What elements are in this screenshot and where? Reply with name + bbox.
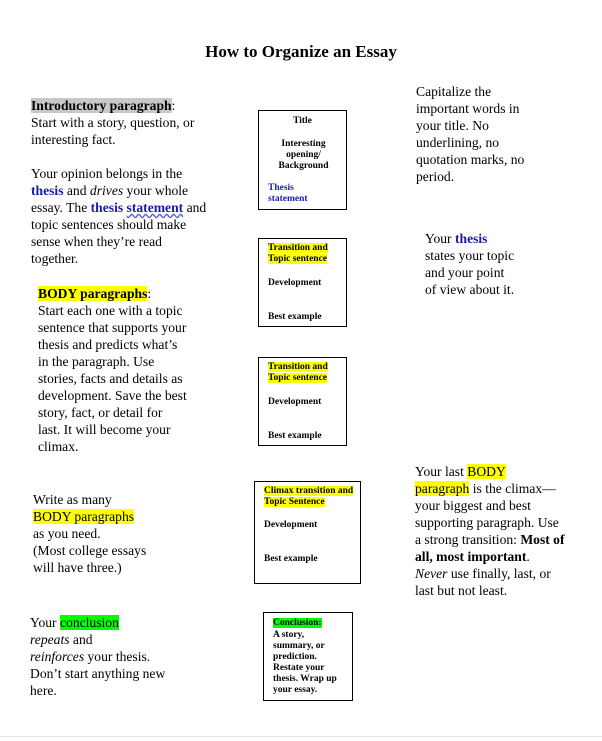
opinion-section bbox=[31, 165, 211, 267]
concl-text-3: your thesis. Don’t start anything new here. bbox=[30, 649, 166, 698]
body-heading: BODY paragraphs bbox=[38, 286, 148, 301]
climax-note-never: Never bbox=[415, 566, 448, 581]
concl-repeats: repeats bbox=[30, 632, 70, 647]
climax-note-hl1: BODY bbox=[467, 464, 506, 479]
body-text: Start each one with a topic sentence that supports your thesis and predicts what’s in the paragraph. Use stories, facts and details as development. Save the best story, fact, or detail for last. It will become your climax. bbox=[38, 303, 187, 454]
climax-note-1: Your last bbox=[415, 464, 468, 479]
opinion-thesis: thesis bbox=[31, 183, 64, 198]
write-body-highlight: BODY paragraphs bbox=[33, 509, 135, 524]
concl-text-1: Your bbox=[30, 615, 60, 630]
caps-note: Capitalize the important words in your title. No underlining, no quotation marks, no period. bbox=[416, 84, 525, 184]
opinion-text-3: your whole essay. The bbox=[31, 183, 189, 215]
intro-section bbox=[31, 97, 226, 148]
concl-highlight: conclusion bbox=[59, 615, 119, 630]
conclusion-box-head: Conclusion: bbox=[273, 618, 322, 628]
write-text-3: (Most college essays will have three.) bbox=[33, 543, 147, 575]
climax-note-bold: Most of all, most important bbox=[415, 532, 565, 564]
opinion-statement: statement bbox=[126, 200, 184, 215]
climax-note-4: use finally, last, or last but not least. bbox=[415, 566, 551, 598]
body-box-2-best: Best example bbox=[268, 431, 322, 441]
body-section bbox=[38, 285, 188, 455]
climax-box bbox=[254, 481, 361, 584]
intro-heading: Introductory paragraph bbox=[31, 98, 172, 113]
opinion-thesis-2: thesis bbox=[90, 200, 124, 215]
body-box-1-dev: Development bbox=[268, 278, 322, 288]
climax-note bbox=[415, 463, 565, 599]
write-text-1: Write as many bbox=[33, 492, 112, 507]
intro-text: Start with a story, question, or interesting fact. bbox=[31, 115, 195, 147]
thesis-note-2: states your topic and your point of view about it. bbox=[425, 248, 515, 297]
opinion-drives: drives bbox=[89, 183, 124, 198]
opinion-text-4: and topic sentences should make sense when they’re read together. bbox=[31, 200, 207, 266]
body-colon: : bbox=[147, 286, 152, 301]
write-section bbox=[33, 491, 153, 576]
climax-note-3: . bbox=[526, 549, 530, 564]
intro-box-title: Title bbox=[293, 116, 312, 126]
opinion-text-2: and bbox=[63, 183, 90, 198]
page-title: How to Organize an Essay bbox=[205, 42, 397, 61]
climax-box-best: Best example bbox=[264, 554, 318, 564]
body-box-1-best: Best example bbox=[268, 312, 322, 322]
body-box-1 bbox=[258, 238, 347, 327]
write-text-2: as you need. bbox=[33, 526, 101, 541]
conclusion-box bbox=[263, 612, 353, 701]
thesis-note-1: Your bbox=[425, 231, 455, 246]
climax-note-2: is the climax—your biggest and best supporting paragraph. Use a strong transition: bbox=[415, 481, 559, 547]
body-box-2-dev: Development bbox=[268, 397, 322, 407]
thesis-note-word: thesis bbox=[454, 231, 488, 246]
intro-box-item1: Interesting opening/ Background bbox=[278, 139, 329, 171]
conclusion-box-text: A story, summary, or prediction. Restate your thesis. Wrap up your essay. bbox=[273, 630, 337, 695]
body-box-2-head: Transition and Topic sentence bbox=[268, 362, 328, 383]
opinion-text-1: Your opinion belongs in the bbox=[31, 166, 183, 181]
intro-box-item2: Thesis statement bbox=[268, 183, 308, 204]
intro-box bbox=[258, 110, 347, 210]
conclusion-section bbox=[30, 614, 170, 699]
body-box-2 bbox=[258, 357, 347, 446]
concl-reinforces: reinforces bbox=[30, 649, 85, 664]
intro-colon: : bbox=[171, 98, 176, 113]
concl-text-2: and bbox=[69, 632, 93, 647]
climax-box-dev: Development bbox=[264, 520, 318, 530]
climax-note-hl2: paragraph bbox=[415, 481, 470, 496]
body-box-1-head: Transition and Topic sentence bbox=[268, 243, 328, 264]
climax-box-head: Climax transition and Topic Sentence bbox=[264, 486, 354, 507]
page-bottom-divider bbox=[0, 736, 602, 737]
thesis-note bbox=[425, 230, 515, 298]
